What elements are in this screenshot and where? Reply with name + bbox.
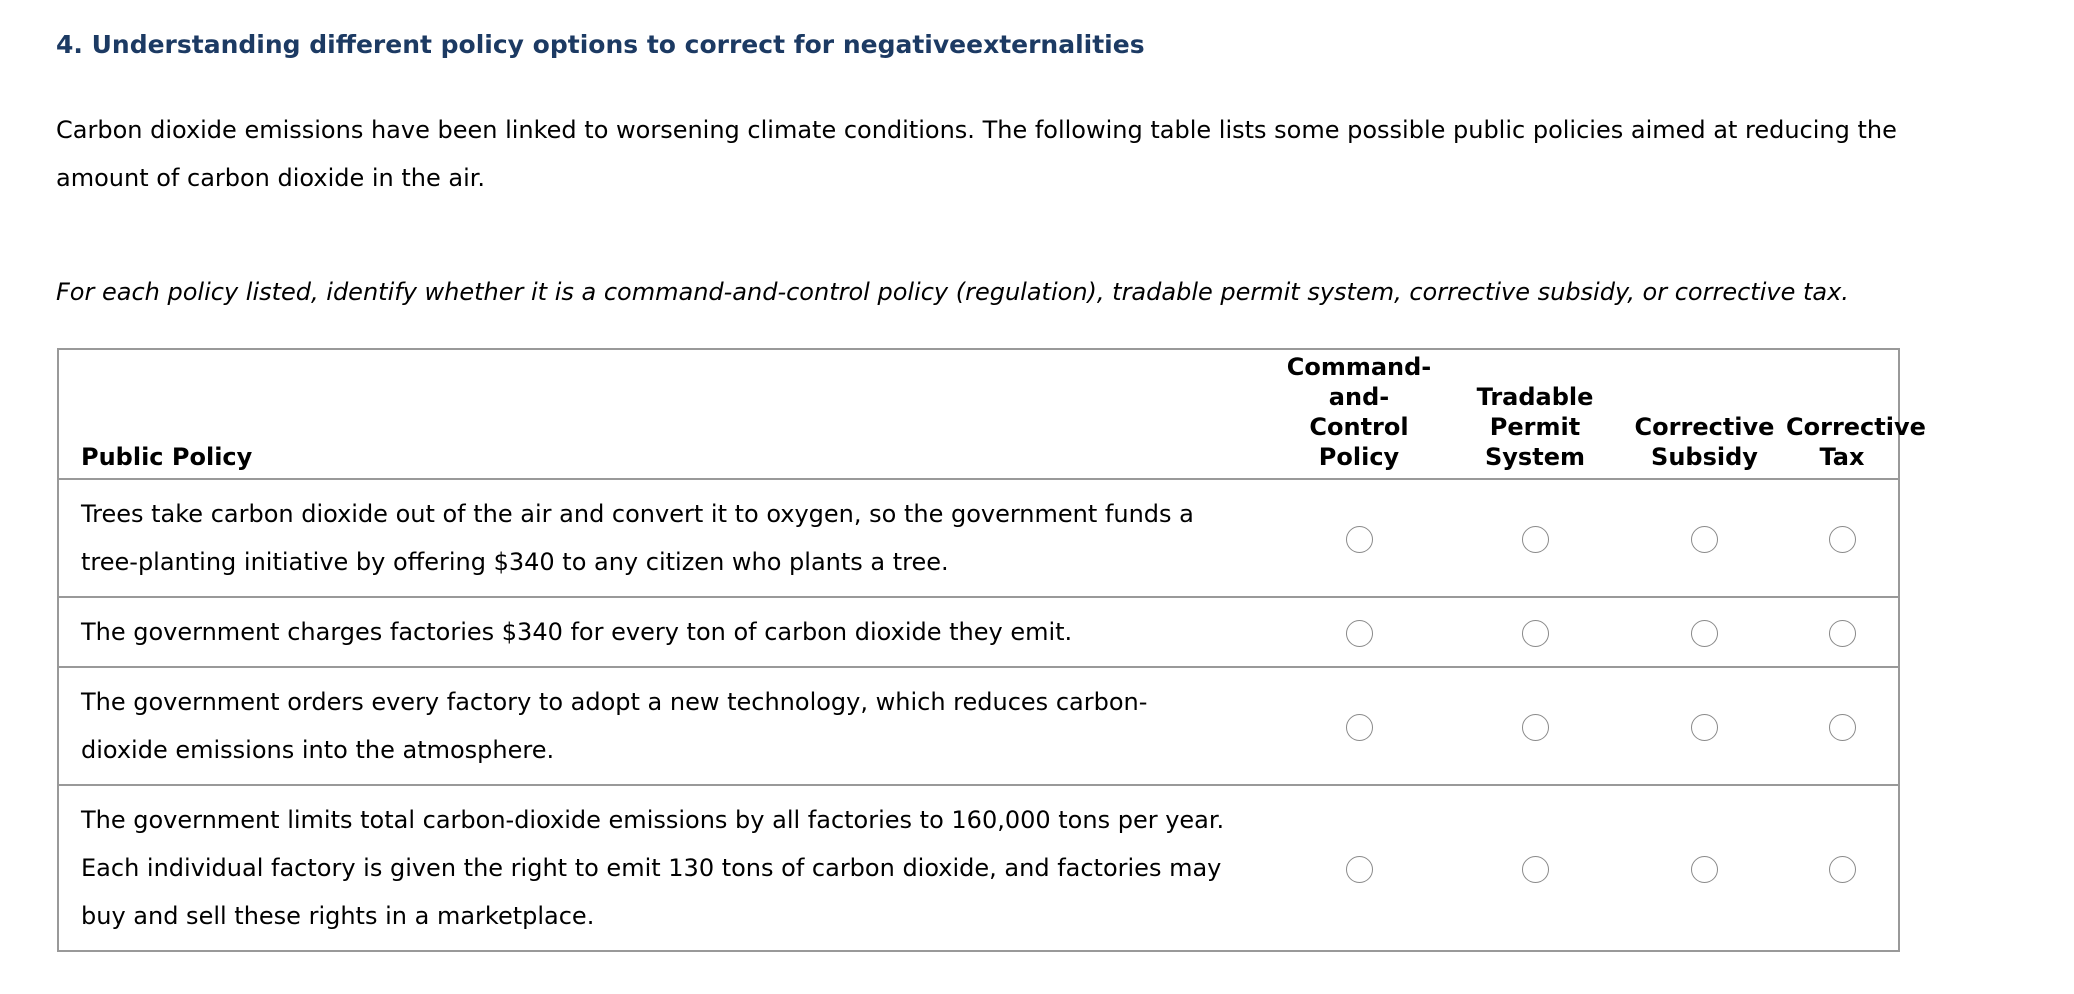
table-row [58,479,1899,597]
question-instruction: For each policy listed, identify whether it is a command-and-control policy (regulation), tradable permit system, corrective subsidy, or corrective tax. [56,278,1849,306]
policy-description: The government limits total carbon-dioxide emissions by all factories to 160,000 tons per year. Each individual factory is given the right to emit 130 tons of carbon dioxide, and factories may buy and sell these rights in a marketplace. [58,785,1271,951]
radio-cell [1447,667,1623,785]
policy-table [57,348,1926,952]
radio-cell [1623,667,1786,785]
radio-corrective-subsidy[interactable] [1691,714,1718,741]
radio-corrective-tax[interactable] [1829,856,1856,883]
radio-cell [1623,479,1786,597]
radio-command-and-control[interactable] [1346,526,1373,553]
question-intro: Carbon dioxide emissions have been linked to worsening climate conditions. The following table lists some possible public policies aimed at reducing the amount of carbon dioxide in the air. [56,116,1897,192]
header-corrective-tax: Corrective Tax [1786,349,1899,479]
radio-command-and-control[interactable] [1346,620,1373,647]
radio-command-and-control[interactable] [1346,856,1373,883]
policy-description: The government charges factories $340 for every ton of carbon dioxide they emit. [58,597,1271,667]
radio-cell [1447,597,1623,667]
radio-cell [1623,785,1786,951]
radio-corrective-subsidy[interactable] [1691,526,1718,553]
radio-cell [1623,597,1786,667]
radio-tradable-permit[interactable] [1522,714,1549,741]
question-title: 4. Understanding different policy options to correct for negativeexternalities [56,30,1145,59]
radio-corrective-subsidy[interactable] [1691,856,1718,883]
table-header-row [58,349,1899,479]
radio-cell [1271,667,1447,785]
radio-command-and-control[interactable] [1346,714,1373,741]
radio-cell [1271,479,1447,597]
radio-cell [1271,597,1447,667]
table-row [58,785,1899,951]
radio-cell [1447,785,1623,951]
radio-cell [1786,597,1899,667]
radio-corrective-tax[interactable] [1829,714,1856,741]
policy-description: The government orders every factory to adopt a new technology, which reduces carbon-dioxide emissions into the atmosphere. [58,667,1271,785]
radio-cell [1786,785,1899,951]
radio-corrective-tax[interactable] [1829,526,1856,553]
radio-cell [1447,479,1623,597]
radio-cell [1786,667,1899,785]
radio-corrective-tax[interactable] [1829,620,1856,647]
header-public-policy: Public Policy [58,349,1271,479]
radio-tradable-permit[interactable] [1522,620,1549,647]
header-tradable-permit-system: Tradable Permit System [1447,349,1623,479]
radio-tradable-permit[interactable] [1522,526,1549,553]
table-row [58,667,1899,785]
header-corrective-subsidy: Corrective Subsidy [1623,349,1786,479]
policy-description: Trees take carbon dioxide out of the air and convert it to oxygen, so the government funds a tree-planting initiative by offering $340 to any citizen who plants a tree. [58,479,1271,597]
table-row [58,597,1899,667]
radio-cell [1271,785,1447,951]
radio-corrective-subsidy[interactable] [1691,620,1718,647]
radio-cell [1786,479,1899,597]
radio-tradable-permit[interactable] [1522,856,1549,883]
header-command-and-control-policy: Command- and- Control Policy [1271,349,1447,479]
